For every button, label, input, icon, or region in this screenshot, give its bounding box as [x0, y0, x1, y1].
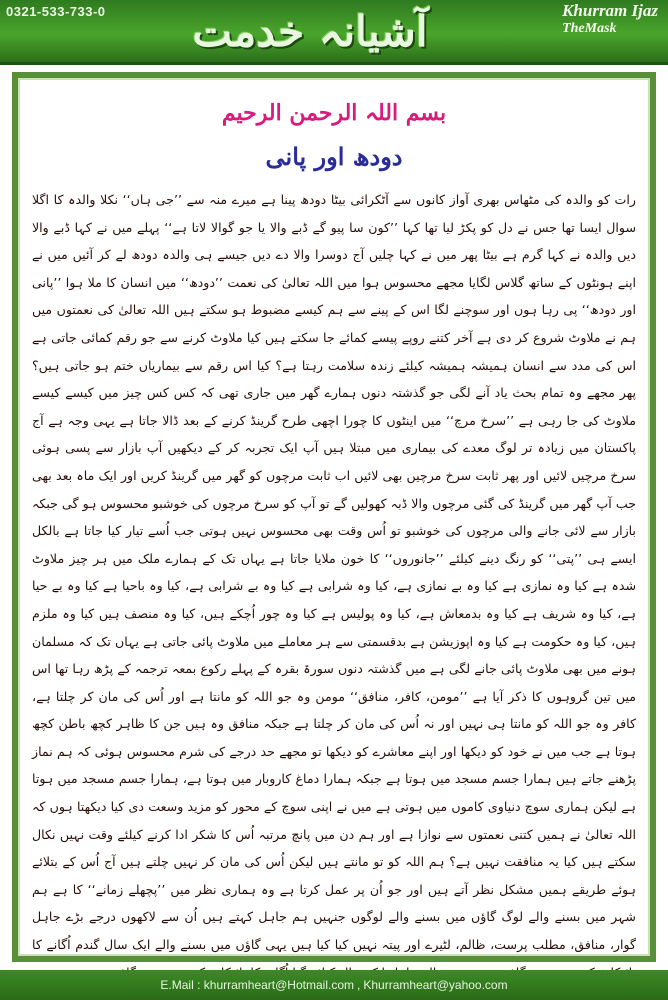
article-body: رات کو والدہ کی مٹھاس بھری آواز کانوں سے آٹکرائی بیٹا دودھ پینا ہے میرے منہ سے ’’جی ہاں‘‘ نکلا والدہ کا اگلا سوال ایسا تھا جس نے دل کو پکڑ لیا تھا کہا ’’کون سا پیو گے ڈبے والا یا جو گوالا لاتا ہے‘‘ پہلے میں نے کہا ڈبے والا دیں والدہ نے کہا گرم ہے بیٹا پھر میں نے کہا چلیں آج دوسرا والا دے دیں جیسے ہی والدہ دودھ لے کر آئیں میں نے اپنے ہونٹوں کے ساتھ گلاس لگایا مجھے محسوس ہوا میں اللہ تعالیٰ کی نعمت ’’دودھ‘‘ میں انسان کا ملا ہوا ’’پانی اور دودھ‘‘ پی رہا ہوں اور سوچنے لگا اس کے پینے سے ہم کیسے مضبوط ہو سکتے ہیں اللہ تعالیٰ کی نعمتوں میں ہم نے ملاوٹ شروع کر دی ہے آخر کتنے روپے پیسے کمائے جا سکتے ہیں کیا ملاوٹ کرنے سے جو رقم کمائی جاتی ہے اس کی مدد سے انسان ہمیشہ ہمیشہ کیلئے زندہ سلامت رہتا ہے؟ کیا اس رقم سے بیماریاں ختم ہو جاتی ہیں؟ پھر مجھے وہ تمام بحث یاد آنے لگی جو گذشتہ دنوں ہمارے گھر میں جاری تھی کہ کس کس چیز میں کیسے کیسے ملاوٹ کی جا رہی ہے ’’سرخ مرچ‘‘ میں اینٹوں کا چورا اچھی طرح گرینڈ کرنے کے بعد ڈالا جاتا ہے یہی وجہ ہے آج پاکستان میں زیادہ تر لوگ معدے کی بیماری میں مبتلا ہیں آپ ایک تجربہ کر کے دیکھیں آپ بازار سے پسی ہوئی سرخ مرچیں لائیں اور پھر ثابت سرخ مرچیں بھی لائیں اب ثابت مرچوں کو گھر میں گرینڈ کریں اور ایک ماہ بعد بھی جب آپ گھر میں گرینڈ کی گئی مرچوں والا ڈبہ کھولیں گے تو آپ کو سرخ مرچوں کی خوشبو محسوس ہو گی جبکہ بازار سے لائی جانے والی مرچوں کی خوشبو تو اُس وقت بھی محسوس نہیں ہوتی جب اُسے تیار کیا جاتا ہے بالکل ایسے ہی ’’پتی‘‘ کو رنگ دینے کیلئے ’’جانوروں‘‘ کا خون ملایا جاتا ہے یہاں تک کے ہمارے ملک میں ہر چیز ملاوٹ شدہ ہے کیا وہ نمازی ہے کیا وہ بے نمازی ہے، کیا وہ شرابی ہے کیا وہ بے شرابی ہے، کیا وہ باحیا ہے کیا وہ بے حیا ہے، کیا وہ شریف ہے کیا وہ بدمعاش ہے، کیا وہ پولیس ہے کیا وہ چور اُچکے ہیں، کیا وہ منصف ہیں کیا وہ ملزم ہیں، کیا وہ حکومت ہے کیا وہ اپوزیشن ہے بدقسمتی سے ہر معاملے میں ملاوٹ پائی جاتی ہے یہاں تک کہ مسلمان ہونے میں بھی ملاوٹ پائی جانے لگی ہے میں گذشتہ دنوں سورۃ بقرہ کے پہلے رکوع بمعہ ترجمہ کے پڑھ رہا تھا اس میں تین گروہوں کا ذکر آیا ہے ’’مومن، کافر، منافق‘‘ مومن وہ جو اللہ کو مانتا ہے اور اُس کی مان کر چلتا ہے، کافر وہ جو اللہ کو مانتا ہی نہیں اور نہ اُس کی مان کر چلتا ہے جبکہ منافق وہ ہیں جن کا ظاہر کچھ باطن کچھ ہوتا ہے جب میں نے خود کو دیکھا اور اپنے معاشرے کو دیکھا تو مجھے حد درجے کی شرم محسوس ہوئی کہ ہم نماز پڑھنے جاتے ہیں ہمارا جسم مسجد میں ہوتا ہے جبکہ ہمارا دماغ کاروبار میں ہوتا ہے، ہمارا جسم مسجد میں ہوتا ہے لیکن ہماری سوچ دنیاوی کاموں میں ہوتی ہے میں نے اپنی سوچ کے محور کو مزید وسعت دی کیا دیکھتا ہوں کہ اللہ تعالیٰ نے ہمیں کتنی نعمتوں سے نوازا ہے اور ہم دن میں پانچ مرتبہ اُس کا شکر ادا کرنے کیلئے وقت نہیں نکال سکتے ہیں کیا یہ منافقت نہیں ہے؟ ہم اللہ کو تو مانتے ہیں لیکن اُس کی مان کر نہیں چلتے ہیں آج اُس کے بتلائے ہوئے طریقے ہمیں مشکل نظر آتے ہیں اور جو اُن پر عمل کرتا ہے وہ ہماری نظر میں ’’پچھلے زمانے‘‘ کا ہے ہم شہر میں بسنے والے لوگ گاؤں میں بسنے والے لوگوں جنہیں ہم جاہل کہتے ہیں اُن سے لاکھوں درجے بڑے جاہل گوار، منافق، مطلب پرست، ظالم، لٹیرے اور پیتہ نہیں کیا کیا ہیں یہی گاؤں میں بسنے والے ایک سال گندم اُگانے کا — [32, 192, 636, 953]
phone-number: 0321-533-733-0 — [6, 4, 106, 19]
email-label: E.Mail : — [160, 978, 201, 992]
author-credit — [562, 2, 658, 38]
author-alias: TheMask — [562, 21, 617, 36]
email-separator: , — [357, 978, 361, 992]
email-yahoo-link[interactable]: Khurramheart@yahoo.com — [363, 978, 508, 992]
header-banner — [0, 0, 668, 65]
author-name: Khurram Ijaz — [562, 1, 658, 20]
footer-bar — [0, 970, 668, 1000]
article-title: دودھ اور پانی — [265, 142, 403, 171]
bismillah-heading: بسم اللہ الرحمن الرحیم — [221, 100, 447, 126]
article-panel — [12, 72, 656, 962]
site-masthead: آشیانہ خدمت — [192, 6, 428, 56]
email-hotmail-link[interactable]: khurramheart@Hotmail.com — [203, 978, 354, 992]
